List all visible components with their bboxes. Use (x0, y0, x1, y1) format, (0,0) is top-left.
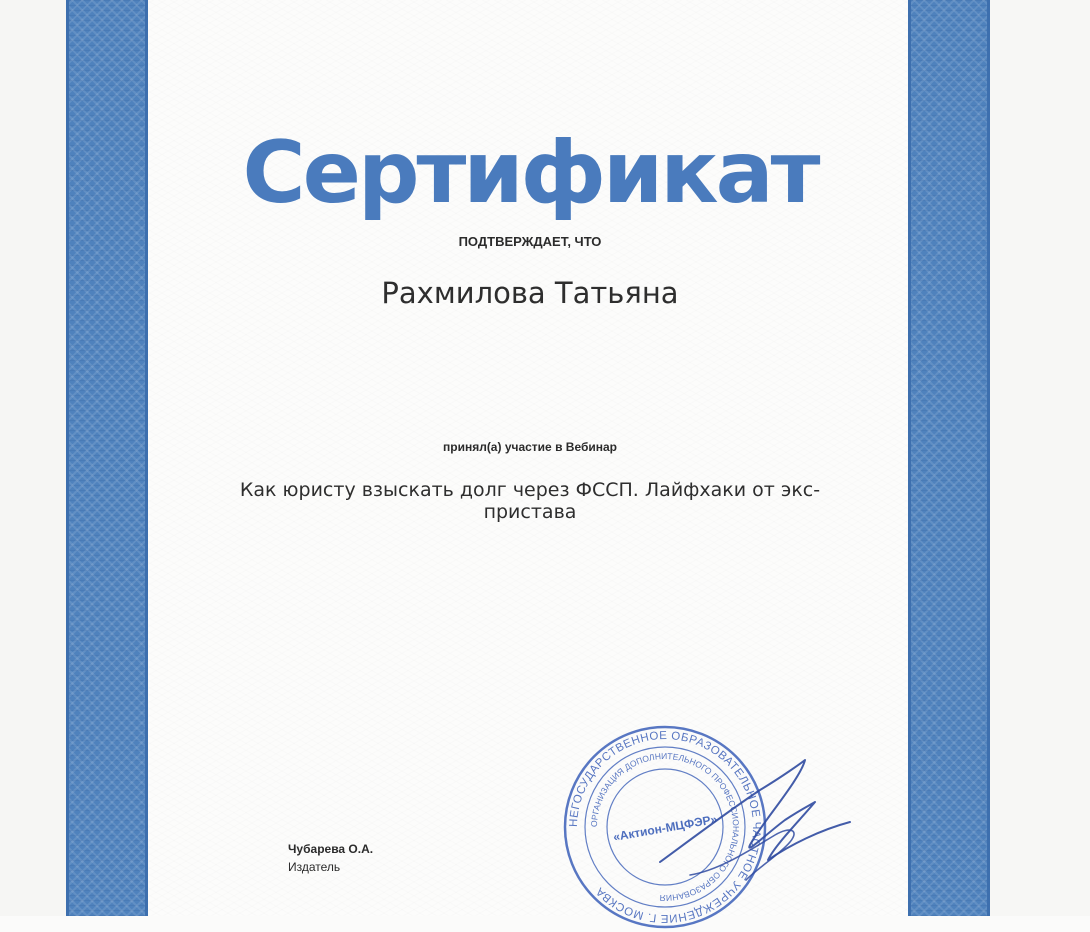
webinar-title: Как юристу взыскать долг через ФССП. Лайфхаки от экс-пристава (239, 479, 821, 523)
left-border-band (66, 0, 148, 916)
right-border-band (908, 0, 990, 916)
participation-text: принял(а) участие в Вебинар (442, 440, 617, 454)
right-margin (990, 0, 1090, 916)
signer-name: Чубарева О.А. (288, 842, 374, 856)
handwritten-signature (650, 750, 860, 900)
signer-role: Издатель (288, 860, 341, 874)
certificate-subtitle: ПОДТВЕРЖДАЕТ, ЧТО (458, 234, 602, 249)
certificate-title: Сертификат (242, 123, 818, 223)
left-border-edge (66, 0, 69, 916)
stamp-outer-text: НЕГОСУДАРСТВЕННОЕ ОБРАЗОВАТЕЛЬНОЕ ЧАСТНОЕ УЧРЕЖДЕНИЕ Г. МОСКВА (567, 729, 763, 925)
stamp-inner-text: ОРГАНИЗАЦИЯ ДОПОЛНИТЕЛЬНОГО ПРОФЕССИОНАЛЬНОГО ОБРАЗОВАНИЯ (588, 750, 742, 904)
left-margin (0, 0, 66, 916)
recipient-name: Рахмилова Татьяна (381, 276, 679, 310)
stamp-center-text: «Актион-МЦФЭР» (612, 811, 719, 845)
